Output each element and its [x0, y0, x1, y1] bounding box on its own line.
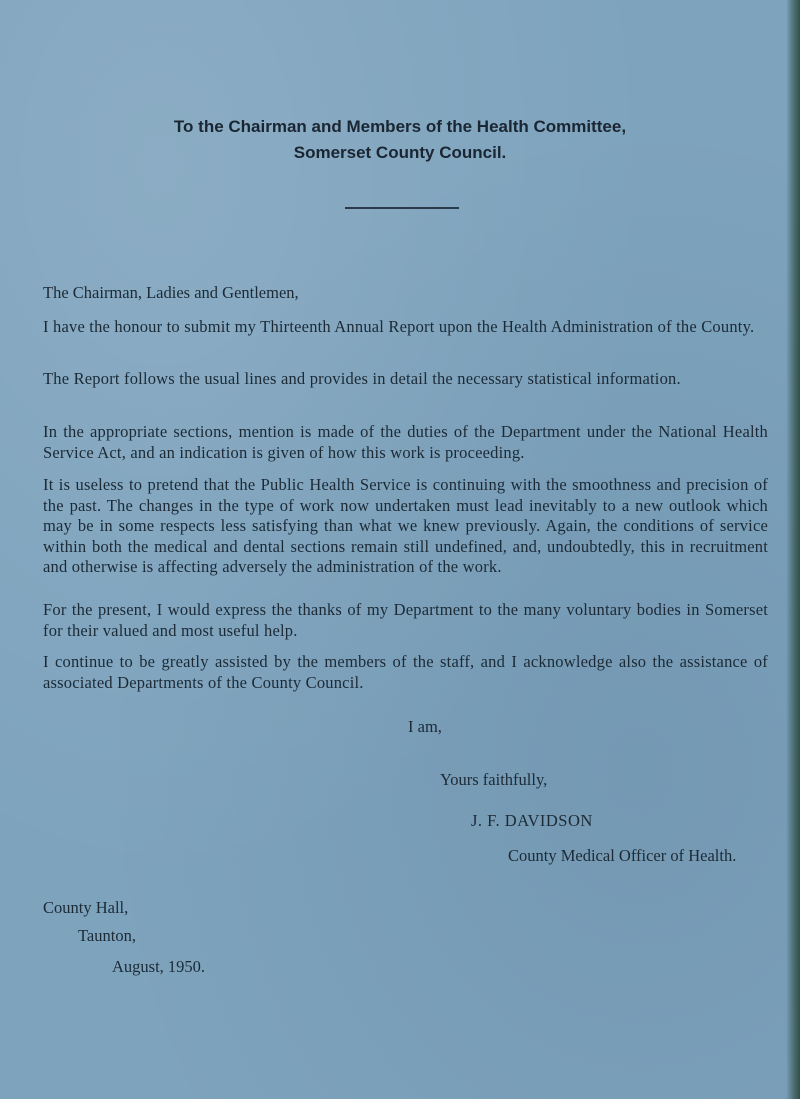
- paragraph-3: In the appropriate sections, mention is made of the duties of the Department under the National Health Service Act, and an indication is given of how this work is proceeding.: [43, 422, 768, 462]
- signatory-title: County Medical Officer of Health.: [508, 846, 737, 865]
- salutation: The Chairman, Ladies and Gentlemen,: [43, 283, 299, 302]
- paragraph-1: I have the honour to submit my Thirteenth Annual Report upon the Health Administration of the County.: [43, 317, 755, 336]
- address-line-2: Taunton,: [78, 926, 136, 945]
- address-date: August, 1950.: [112, 957, 206, 976]
- header-divider: [345, 207, 459, 209]
- header-line-2: Somerset County Council.: [293, 143, 507, 162]
- letter-header: [0, 114, 800, 166]
- signatory-name: J. F. DAVIDSON: [471, 811, 593, 830]
- paragraph-5: For the present, I would express the thanks of my Department to the many voluntary bodies in Somerset for their valued and most useful help.: [43, 600, 768, 640]
- paragraph-6: I continue to be greatly assisted by the members of the staff, and I acknowledge also the assistance of associated Departments of the County Council.: [43, 652, 768, 692]
- paragraph-4: It is useless to pretend that the Public Health Service is continuing with the smoothness and precision of the past. The changes in the type of work now undertaken must lead inevitably to a new outlook which may be in some respects less satisfying than what we knew previously. Again, the conditions of service within both the medical and dental sections remain still undefined, and, undoubtedly, this in recruitment and otherwise is affecting adversely the administration of the work.: [43, 475, 768, 576]
- closing-yours-faithfully: Yours faithfully,: [440, 770, 548, 789]
- closing-i-am: I am,: [408, 717, 442, 736]
- paragraph-2: The Report follows the usual lines and provides in detail the necessary statistical information.: [43, 369, 681, 388]
- address-line-1: County Hall,: [43, 898, 129, 917]
- header-line-1: To the Chairman and Members of the Health Committee,: [173, 117, 627, 136]
